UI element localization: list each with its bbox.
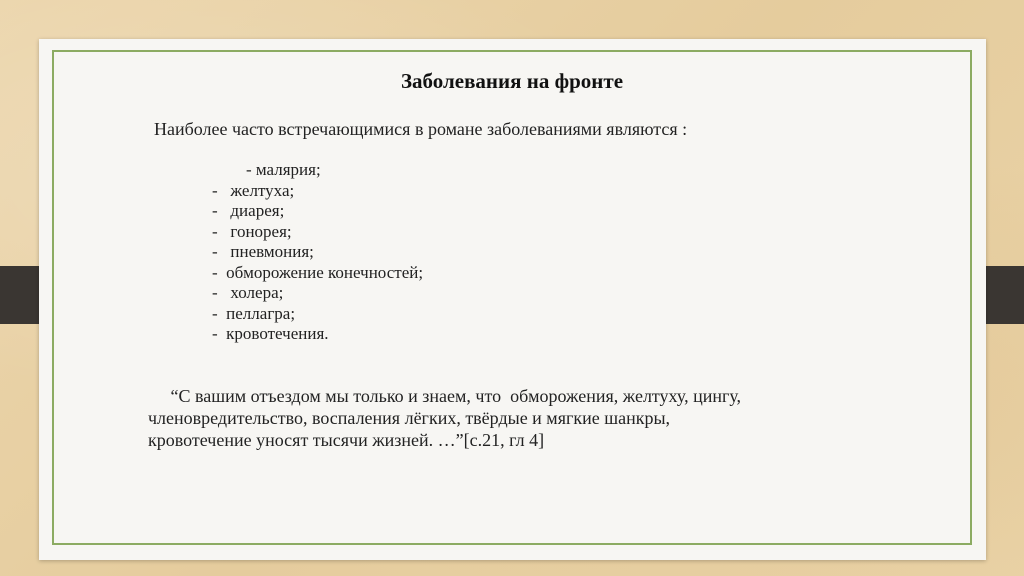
list-item: - кровотечения. <box>212 324 329 343</box>
quote-block <box>148 385 741 451</box>
quote-line: кровотечение уносят тысячи жизней. …”[с.21, гл 4] <box>148 430 545 450</box>
intro-text: Наиболее часто встречающимися в романе заболеваниями являются : <box>154 119 688 139</box>
list-item: - диарея; <box>212 201 285 220</box>
disease-list <box>212 160 423 345</box>
list-item: - малярия; <box>212 160 321 179</box>
quote-line: членовредительство, воспаления лёгких, твёрдые и мягкие шанкры, <box>148 408 671 428</box>
list-item: - пеллагра; <box>212 303 296 323</box>
list-item: - холера; <box>212 283 284 302</box>
slide-title: Заболевания на фронте <box>400 69 624 93</box>
quote-line: “С вашим отъездом мы только и знаем, что обморожения, желтуху, цингу, <box>148 386 742 406</box>
list-item: - пневмония; <box>212 242 314 261</box>
list-item: - обморожение конечностей; <box>212 262 424 282</box>
list-item: - желтуха; <box>212 180 295 200</box>
list-item: - гонорея; <box>212 221 292 241</box>
